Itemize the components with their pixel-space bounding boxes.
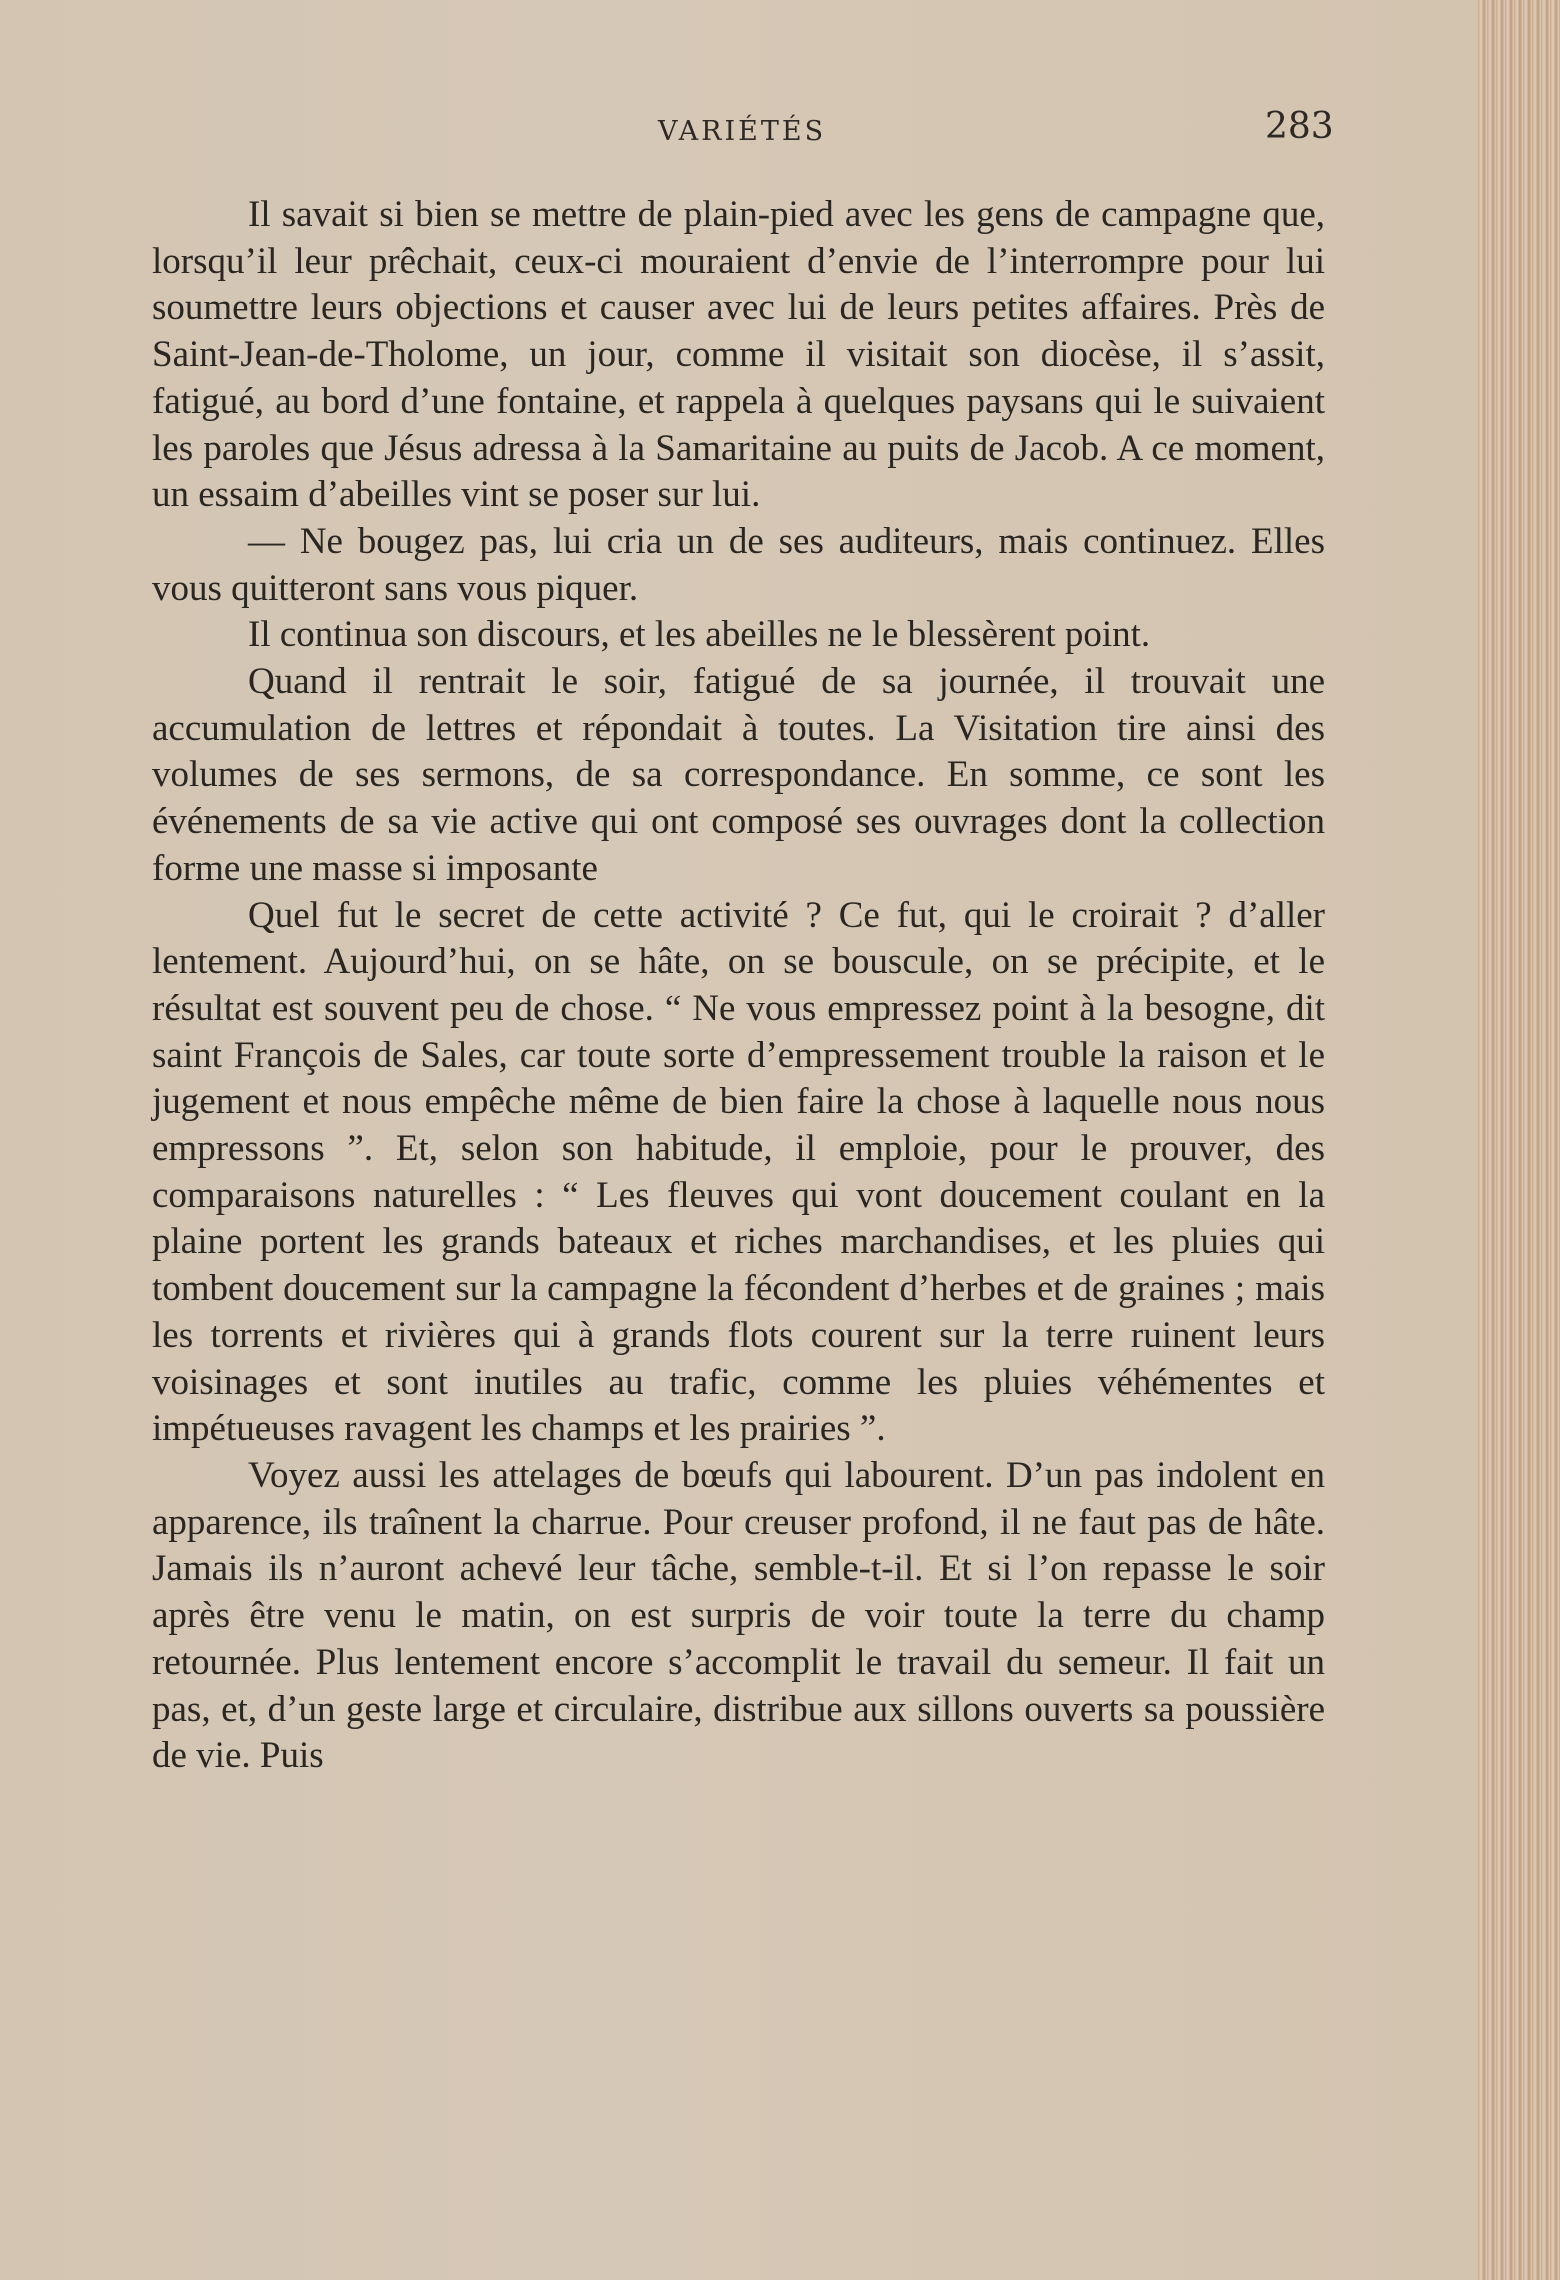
paragraph-5: Quel fut le secret de cette activité ? Ce fut, qui le croirait ? d’aller lentement. Aujourd’hui, on se hâte, on se bouscule, on se précipite, et le résultat est souvent peu de chose. “ Ne vous empressez point à la besogne, dit saint François de Sales, car toute sorte d’empressement trouble la raison et le jugement et nous empêche même de bien faire la chose à laquelle nous nous empressons ”. Et, selon son habitude, il emploie, pour le prouver, des comparaisons naturelles : “ Les fleuves qui vont doucement coulant en la plaine portent les grands bateaux et riches marchandises, et les pluies qui tombent doucement sur la campagne la fécondent d’herbes et de graines ; mais les torrents et rivières qui à grands flots courent sur la terre ruinent leurs voisinages et sont inutiles au trafic, comme les pluies véhémentes et impétueuses ravagent les champs et les prairies ”. xyxy=(152,894,1325,1450)
running-title: VARIÉTÉS xyxy=(658,116,827,147)
paragraph-2: — Ne bougez pas, lui cria un de ses auditeurs, mais continuez. Elles vous quitteront sans vous piquer. xyxy=(152,520,1325,609)
page-edge xyxy=(1478,0,1560,2280)
paragraph-3: Il continua son discours, et les abeilles ne le blessèrent point. xyxy=(248,614,1151,656)
running-header xyxy=(0,108,1478,158)
paragraph-4: Quand il rentrait le soir, fatigué de sa journée, il trouvait une accumulation de lettres et répondait à toutes. La Visitation tire ainsi des volumes de ses sermons, de sa correspondance. En somme, ce sont les événements de sa vie active qui ont composé ses ouvrages dont la collection forme une masse si imposante xyxy=(152,661,1325,889)
page-number: 283 xyxy=(1265,106,1334,147)
paragraph-6: Voyez aussi les attelages de bœufs qui labourent. D’un pas indolent en apparence, ils traînent la charrue. Pour creuser profond, il ne faut pas de hâte. Jamais ils n’auront achevé leur tâche, semble-t-il. Et si l’on repasse le soir après être venu le matin, on est surpris de voir toute la terre du champ retournée. Plus lentement encore s’accomplit le travail du semeur. Il fait un pas, et, d’un geste large et circulaire, distribue aux sillons ouverts sa poussière de vie. Puis xyxy=(152,1454,1325,1777)
body-text xyxy=(152,192,1325,1780)
paragraph-1: Il savait si bien se mettre de plain-pied avec les gens de campagne que, lorsqu’il leur prêchait, ceux-ci mouraient d’envie de l’interrompre pour lui soumettre leurs objections et causer avec lui de leurs petites affaires. Près de Saint-Jean-de-Tholome, un jour, comme il visitait son diocèse, il s’assit, fatigué, au bord d’une fontaine, et rappela à quelques paysans qui le suivaient les paroles que Jésus adressa à la Samaritaine au puits de Jacob. A ce moment, un essaim d’abeilles vint se poser sur lui. xyxy=(152,194,1325,516)
